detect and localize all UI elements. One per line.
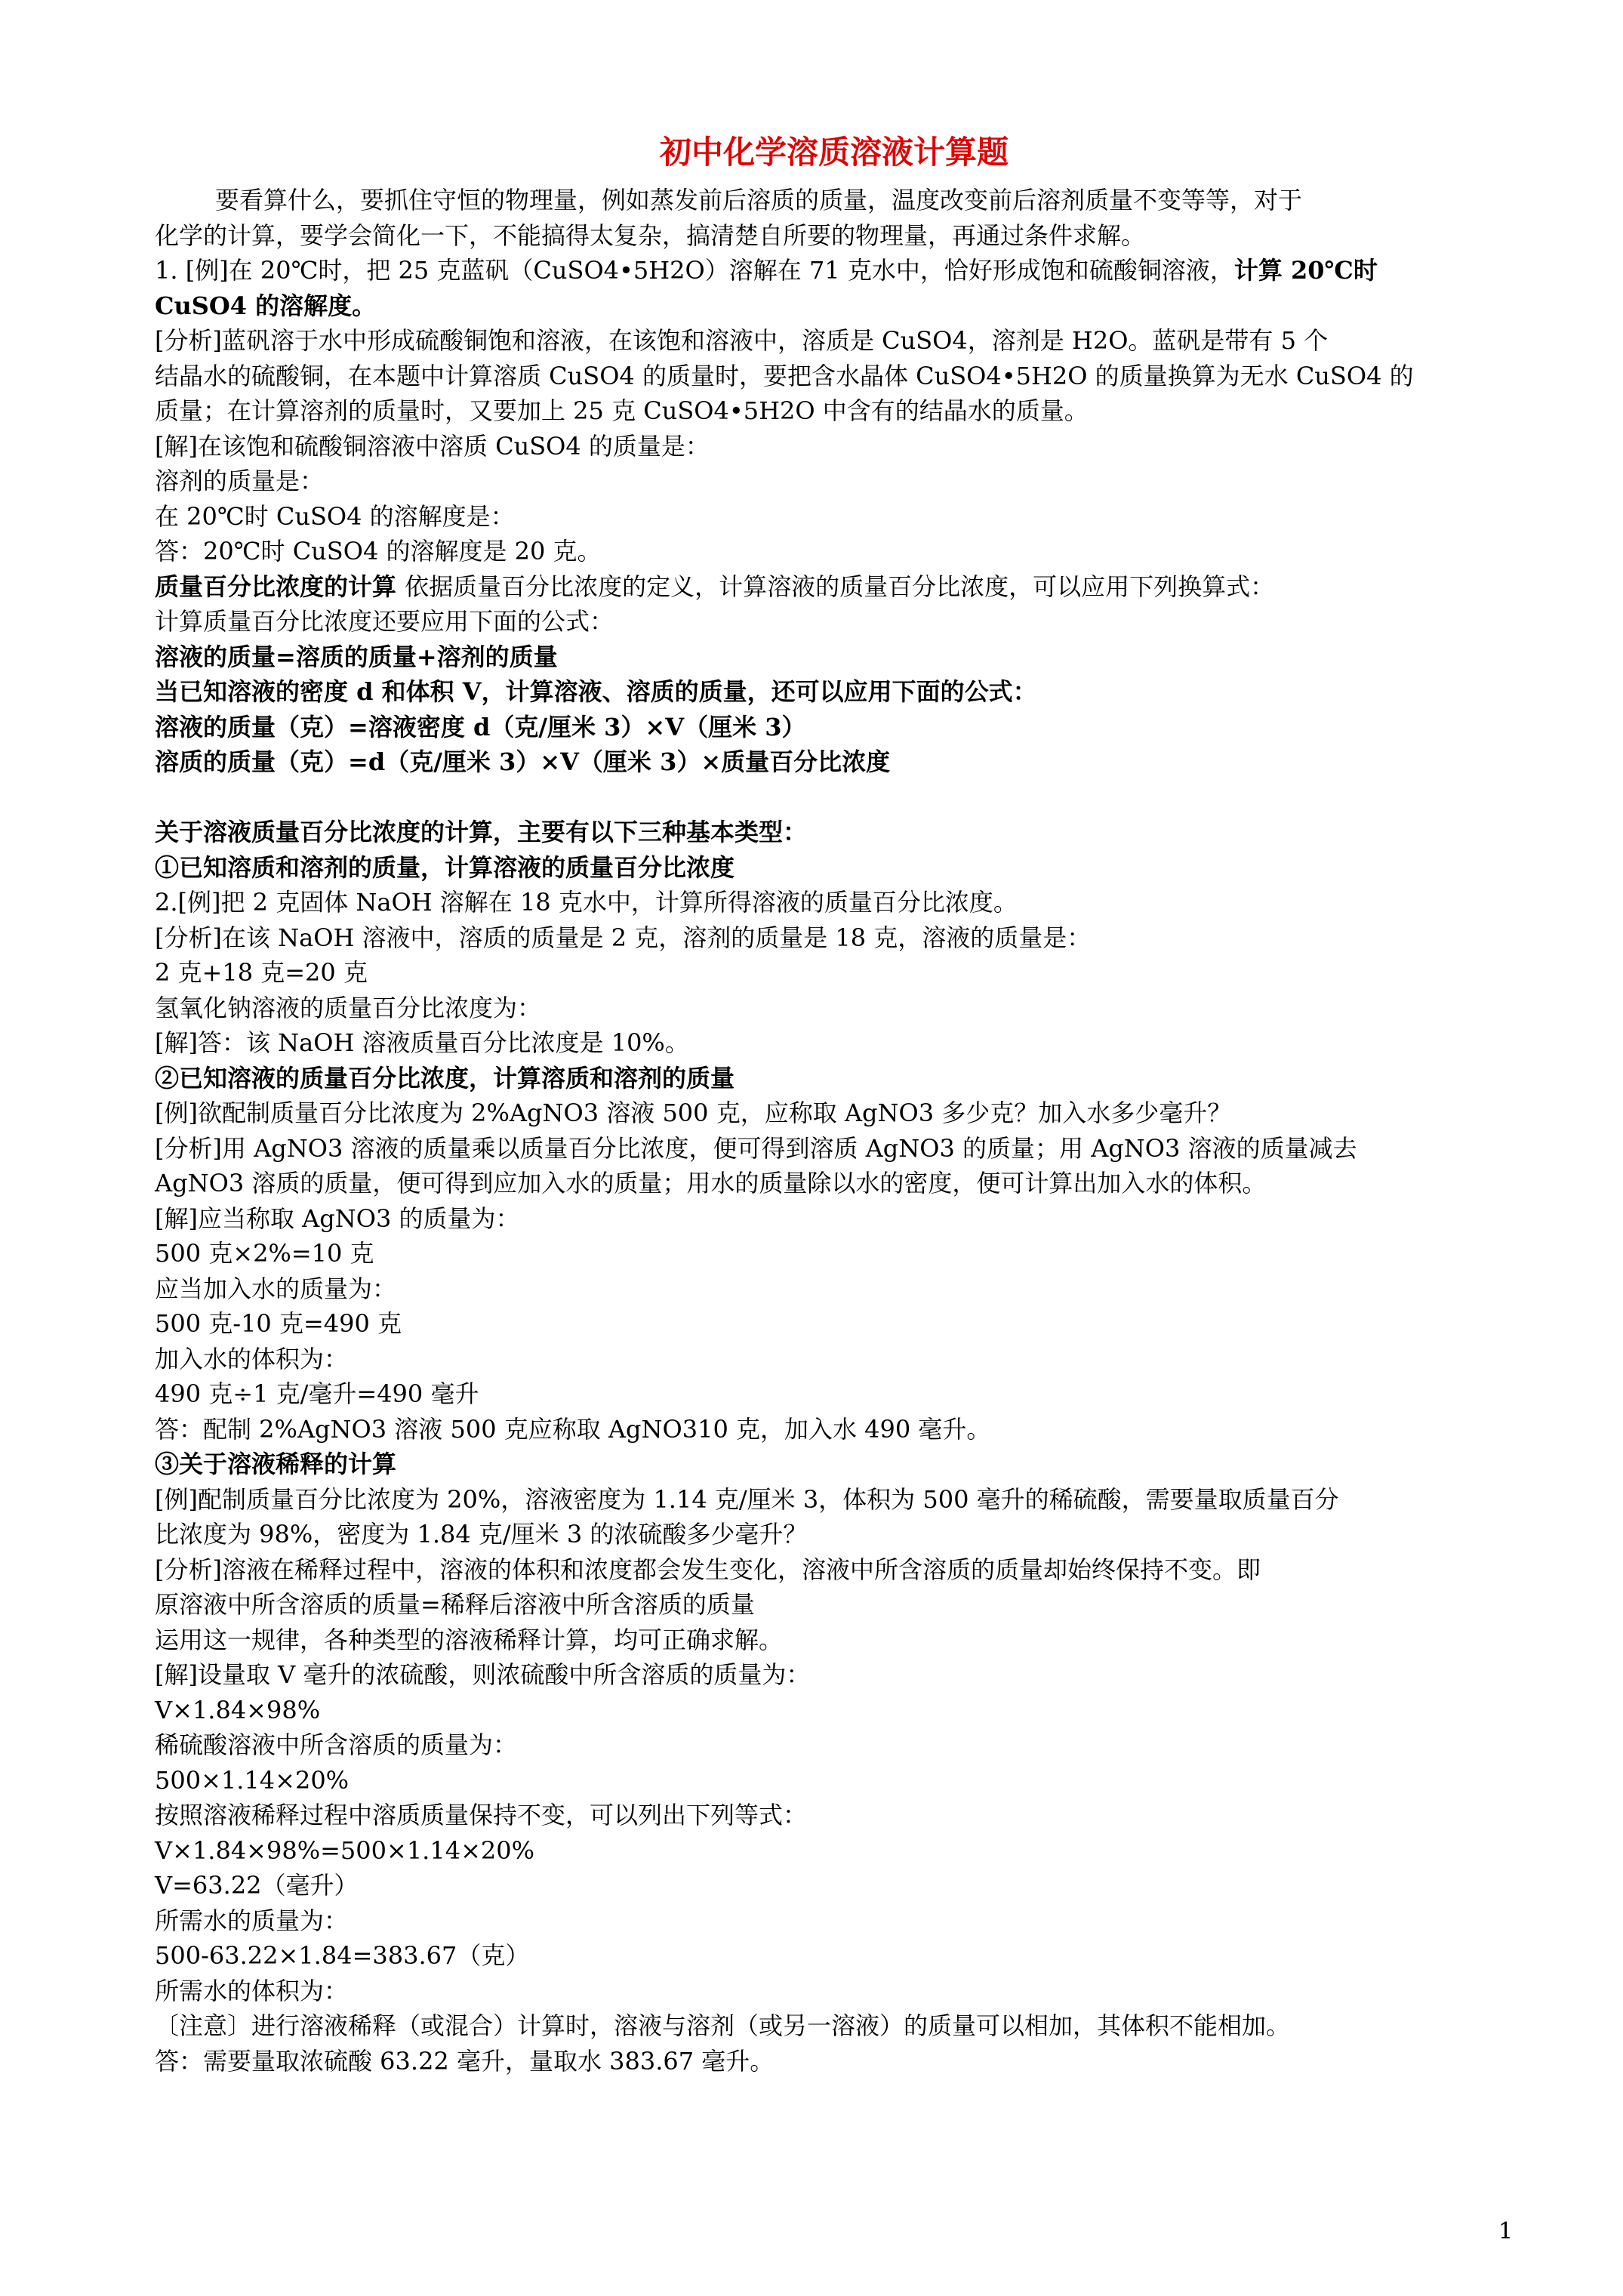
document-title: 初中化学溶质溶液计算题 xyxy=(659,134,1009,171)
line-text: 490 克÷1 克/毫升=490 毫升 xyxy=(155,1379,479,1408)
text-line xyxy=(155,1131,1514,1166)
line-text: 依据质量百分比浓度的定义，计算溶液的质量百分比浓度，可以应用下列换算式： xyxy=(405,572,1275,601)
text-line xyxy=(155,253,1514,288)
text-line xyxy=(155,1833,1514,1869)
line-text: 500 克-10 克=490 克 xyxy=(155,1309,402,1338)
text-line xyxy=(155,1938,1514,1974)
line-text: ②已知溶液的质量百分比浓度，计算溶质和溶剂的质量 xyxy=(155,1063,735,1093)
text-line xyxy=(155,1166,1514,1201)
line-text: 原溶液中所含溶质的质量=稀释后溶液中所含溶质的质量 xyxy=(155,1590,755,1619)
line-text: V=63.22（毫升） xyxy=(155,1871,359,1900)
text-line xyxy=(155,744,1514,780)
line-text: [分析]在该 NaOH 溶液中，溶质的质量是 2 克，溶剂的质量是 18 克，溶液的质量是： xyxy=(155,923,1092,952)
text-line xyxy=(155,359,1514,394)
text-line xyxy=(155,323,1514,359)
text-line xyxy=(155,1727,1514,1763)
text-line xyxy=(155,815,1514,850)
line-text: [分析]蓝矾溶于水中形成硫酸铜饱和溶液，在该饱和溶液中，溶质是 CuSO4，溶剂是 H2O。蓝矾是带有 5 个 xyxy=(155,326,1329,355)
document-page xyxy=(155,130,1514,2079)
line-text: [解]答：该 NaOH 溶液质量百分比浓度是 10%。 xyxy=(155,1028,689,1057)
line-text: ③关于溶液稀释的计算 xyxy=(155,1450,397,1478)
text-line xyxy=(155,604,1514,639)
text-line xyxy=(155,1376,1514,1412)
line-text: 质量；在计算溶剂的质量时，又要加上 25 克 CuSO4•5H2O 中含有的结晶水的质量。 xyxy=(155,396,1089,425)
text-line xyxy=(155,991,1514,1026)
text-line xyxy=(155,534,1514,569)
line-text: [解]应当称取 AgNO3 的质量为： xyxy=(155,1203,520,1233)
text-line xyxy=(155,1903,1514,1939)
line-text: 〔注意〕进行溶液稀释（或混合）计算时，溶液与溶剂（或另一溶液）的质量可以相加，其体积不能相加。 xyxy=(155,2011,1291,2040)
line-text: 溶剂的质量是： xyxy=(155,467,325,495)
text-line xyxy=(155,710,1514,745)
text-line xyxy=(155,1623,1514,1658)
line-text: 500-63.22×1.84=383.67（克） xyxy=(155,1941,530,1970)
line-text: V×1.84×98%=500×1.14×20% xyxy=(155,1835,534,1865)
line-text: 计算质量百分比浓度还要应用下面的公式： xyxy=(155,607,614,636)
text-line xyxy=(155,1763,1514,1798)
line-text: [分析]溶液在稀释过程中，溶液的体积和浓度都会发生变化，溶液中所含溶质的质量却始终保持不变。即 xyxy=(155,1555,1261,1584)
line-text: ①已知溶质和溶剂的质量，计算溶液的质量百分比浓度 xyxy=(155,852,735,882)
line-text: 溶质的质量（克）=d（克/厘米 3）×V（厘米 3）×质量百分比浓度 xyxy=(155,747,891,776)
text-line xyxy=(155,1271,1514,1307)
bold-heading: 质量百分比浓度的计算 xyxy=(155,572,405,601)
line-text: 1. [例]在 20℃时，把 25 克蓝矾（CuSO4•5H2O）溶解在 71 克水中，恰好形成饱和硫酸铜溶液， xyxy=(155,256,1234,285)
line-text: [例]配制质量百分比浓度为 20%，溶液密度为 1.14 克/厘米 3，体积为 500 毫升的稀硫酸，需要量取质量百分 xyxy=(155,1484,1339,1514)
blank-line xyxy=(155,780,1514,815)
text-line xyxy=(155,1482,1514,1518)
text-line xyxy=(155,183,1514,218)
line-text: [例]欲配制质量百分比浓度为 2%AgNO3 溶液 500 克，应称取 AgNO3 多少克？加入水多少毫升？ xyxy=(155,1099,1232,1127)
text-line xyxy=(155,1693,1514,1728)
text-line xyxy=(155,1412,1514,1447)
line-text: 答：需要量取浓硫酸 63.22 毫升，量取水 383.67 毫升。 xyxy=(155,2046,775,2076)
document-body xyxy=(155,183,1514,2079)
text-line xyxy=(155,429,1514,464)
line-text: 2.[例]把 2 克固体 NaOH 溶解在 18 克水中，计算所得溶液的质量百分比浓度。 xyxy=(155,888,1018,917)
line-text: 氢氧化钠溶液的质量百分比浓度为： xyxy=(155,993,542,1022)
line-text: 运用这一规律，各种类型的溶液稀释计算，均可正确求解。 xyxy=(155,1625,784,1654)
text-line xyxy=(155,1342,1514,1377)
line-text: 结晶水的硫酸铜，在本题中计算溶质 CuSO4 的质量时，要把含水晶体 CuSO4•5H2O 的质量换算为无水 CuSO4 的 xyxy=(155,361,1414,390)
bold-tail: 计算 20℃时 xyxy=(1233,256,1378,285)
text-line xyxy=(155,1201,1514,1237)
line-text: 所需水的体积为： xyxy=(155,1976,349,2005)
line-text: 在 20℃时 CuSO4 的溶解度是： xyxy=(155,501,515,531)
text-line xyxy=(155,639,1514,675)
text-line xyxy=(155,1096,1514,1131)
line-text: 500×1.14×20% xyxy=(155,1765,350,1795)
line-text: AgNO3 溶质的质量，便可得到应加入水的质量；用水的质量除以水的密度，便可计算出加入水的体积。 xyxy=(155,1169,1267,1197)
line-text: 按照溶液稀释过程中溶质质量保持不变，可以列出下列等式： xyxy=(155,1801,808,1829)
line-text: 当已知溶液的密度 d 和体积 V，计算溶液、溶质的质量，还可以应用下面的公式： xyxy=(155,677,1037,706)
line-text: [解]设量取 V 毫升的浓硫酸，则浓硫酸中所含溶质的质量为： xyxy=(155,1660,811,1689)
line-text: CuSO4 的溶解度。 xyxy=(155,291,377,320)
text-line xyxy=(155,1657,1514,1693)
text-line xyxy=(155,1587,1514,1623)
text-line xyxy=(155,955,1514,991)
text-line xyxy=(155,499,1514,535)
text-line xyxy=(155,393,1514,429)
text-line xyxy=(155,920,1514,956)
line-text: 稀硫酸溶液中所含溶质的质量为： xyxy=(155,1730,518,1759)
text-line xyxy=(155,1061,1514,1096)
text-line xyxy=(155,1025,1514,1061)
text-line xyxy=(155,218,1514,254)
text-line xyxy=(155,2008,1514,2044)
text-line xyxy=(155,1236,1514,1271)
text-line xyxy=(155,464,1514,499)
text-line xyxy=(155,1517,1514,1552)
page-number: 1 xyxy=(1498,2218,1514,2245)
line-text: 溶液的质量=溶质的质量+溶剂的质量 xyxy=(155,642,558,671)
text-line xyxy=(155,2044,1514,2079)
line-text: 比浓度为 98%，密度为 1.84 克/厘米 3 的浓硫酸多少毫升？ xyxy=(155,1520,808,1549)
text-line xyxy=(155,1306,1514,1342)
line-text: 关于溶液质量百分比浓度的计算，主要有以下三种基本类型： xyxy=(155,818,808,846)
line-text: 答：配制 2%AgNO3 溶液 500 克应称取 AgNO310 克，加入水 490 毫升。 xyxy=(155,1414,991,1444)
text-line xyxy=(155,1868,1514,1903)
text-line xyxy=(155,569,1514,605)
line-text: 加入水的体积为： xyxy=(155,1344,349,1373)
line-text: 答：20℃时 CuSO4 的溶解度是 20 克。 xyxy=(155,537,602,566)
line-text: 化学的计算，要学会简化一下，不能搞得太复杂，搞清楚自所要的物理量，再通过条件求解。 xyxy=(155,220,1146,250)
line-text: 应当加入水的质量为： xyxy=(155,1274,397,1303)
line-text: 2 克+18 克=20 克 xyxy=(155,958,368,987)
line-text: 溶液的质量（克）=溶液密度 d（克/厘米 3）×V（厘米 3） xyxy=(155,712,806,741)
line-text: 要看算什么，要抓住守恒的物理量，例如蒸发前后溶质的质量，温度改变前后溶剂质量不变等等，对于 xyxy=(215,186,1303,214)
text-line xyxy=(155,1974,1514,2009)
line-text: [分析]用 AgNO3 溶液的质量乘以质量百分比浓度，便可得到溶质 AgNO3 的质量；用 AgNO3 溶液的质量减去 xyxy=(155,1133,1357,1163)
text-line xyxy=(155,674,1514,710)
text-line xyxy=(155,1447,1514,1482)
text-line xyxy=(155,1798,1514,1833)
line-text: 500 克×2%=10 克 xyxy=(155,1239,374,1268)
text-line xyxy=(155,885,1514,920)
text-line xyxy=(155,850,1514,886)
line-text: [解]在该饱和硫酸铜溶液中溶质 CuSO4 的质量是： xyxy=(155,431,710,461)
line-text: 所需水的质量为： xyxy=(155,1906,349,1935)
text-line xyxy=(155,1552,1514,1588)
line-text: V×1.84×98% xyxy=(155,1695,321,1724)
text-line xyxy=(155,288,1514,324)
